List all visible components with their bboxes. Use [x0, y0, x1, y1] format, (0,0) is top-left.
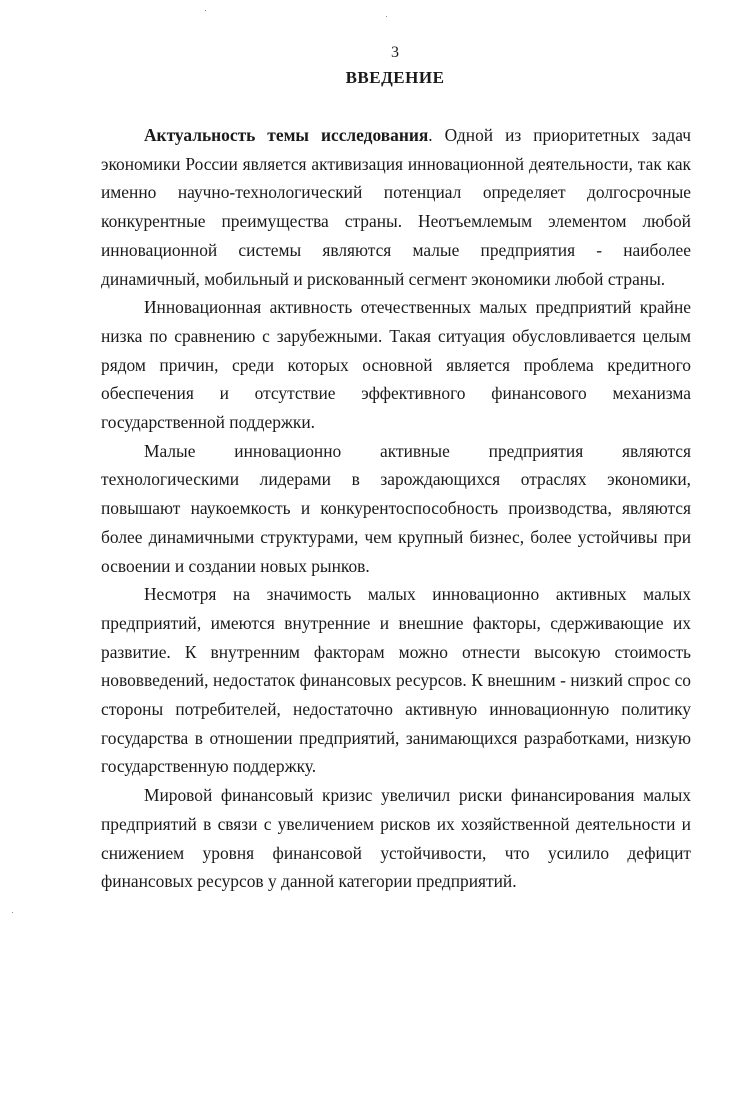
body-text	[101, 121, 691, 896]
paragraph: Мировой финансовый кризис увеличил риски финансирования малых предприятий в связи с увеличением рисков их хозяйственной деятельности и снижением уровня финансовой устойчивости, что усилило дефицит финансовых ресурсов у данной категории предприятий.	[101, 785, 691, 892]
page-number: 3	[391, 44, 399, 61]
paragraph-relevance	[101, 121, 691, 293]
scan-speck	[12, 912, 13, 913]
paragraph: Инновационная активность отечественных малых предприятий крайне низка по сравнению с зарубежными. Такая ситуация обусловливается целым рядом причин, среди которых основной является проблема кредитного обеспечения и отсутствие эффективного финансового механизма государственной поддержки.	[101, 297, 691, 433]
scan-speck	[386, 16, 387, 17]
scan-speck	[205, 10, 206, 11]
paragraph-text: . Одной из приоритетных задач экономики России является активизация инновационной деятельности, так как именно научно-технологический потенциал определяет долгосрочные конкурентные преимущества страны. Неотъемлемым элементом любой инновационной системы являются малые предприятия - наиболее динамичный, мобильный и рискованный сегмент экономики любой страны.	[101, 125, 692, 289]
paragraph: Несмотря на значимость малых инновационно активных малых предприятий, имеются внутренние и внешние факторы, сдерживающие их развитие. К внутренним факторам можно отнести высокую стоимость нововведений, недостаток финансовых ресурсов. К внешним - низкий спрос со стороны потребителей, недостаточно активную инновационную политику государства в отношении предприятий, занимающихся разработками, низкую государственную поддержку.	[101, 584, 691, 777]
paragraph: Малые инновационно активные предприятия являются технологическими лидерами в зарождающихся отраслях экономики, повышают наукоемкость и конкурентоспособность производства, являются более динамичными структурами, чем крупный бизнес, более устойчивы при освоении и создании новых рынков.	[101, 440, 691, 576]
page-title: ВВЕДЕНИЕ	[345, 68, 445, 87]
paragraph-lead: Актуальность темы исследования	[144, 125, 429, 145]
